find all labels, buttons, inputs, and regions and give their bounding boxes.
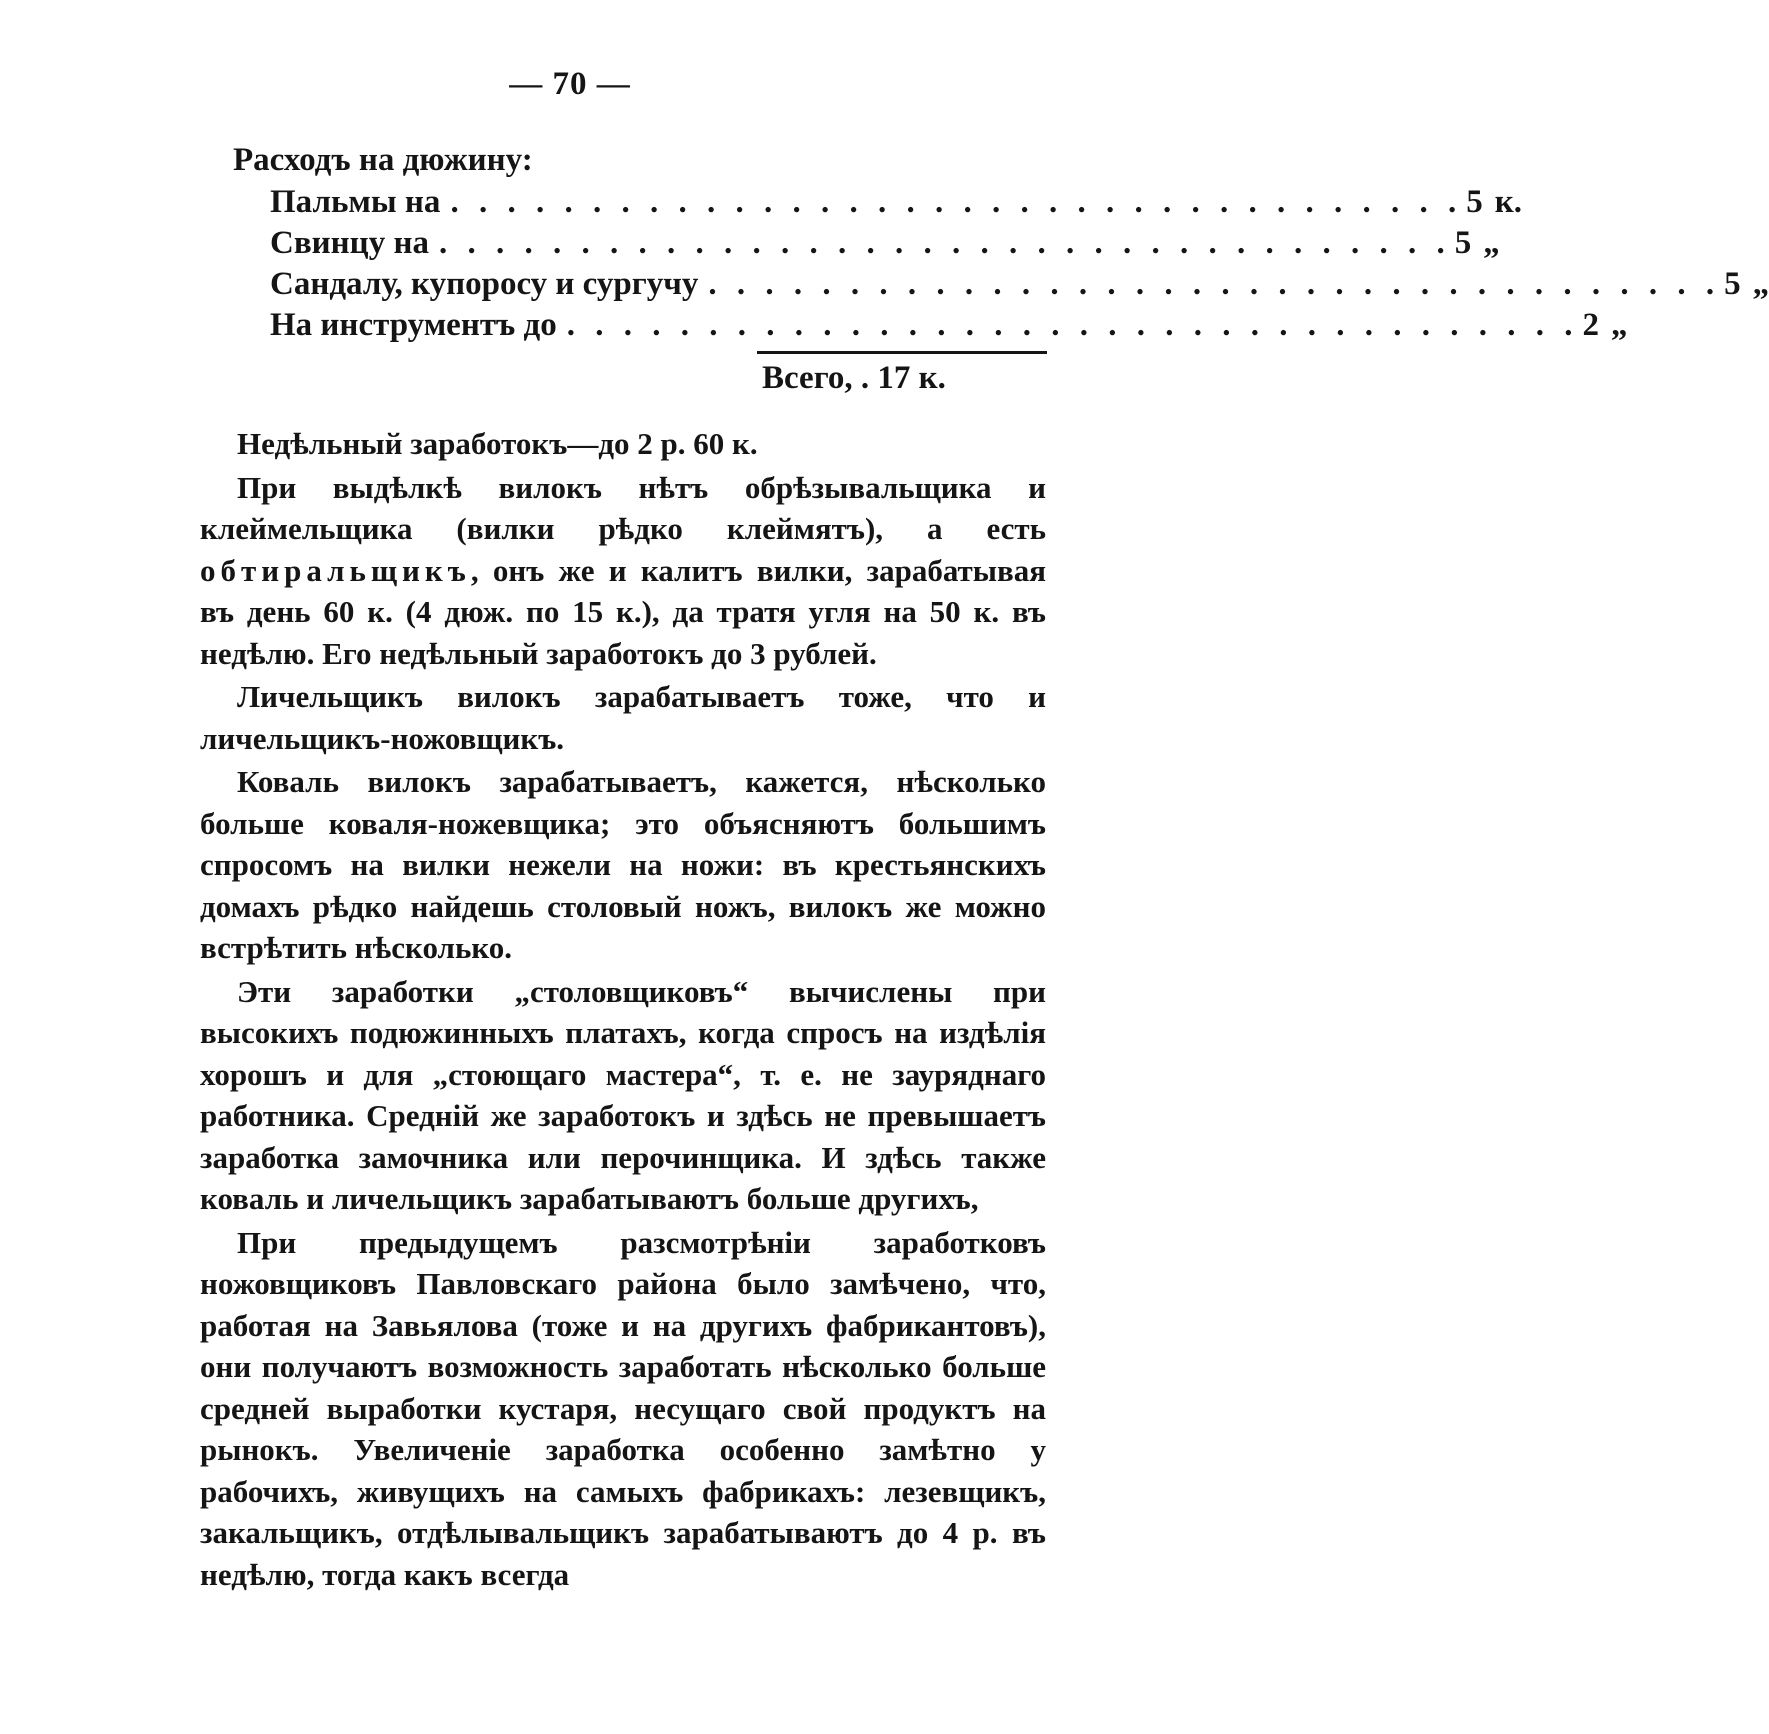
expense-item-name: На инструментъ до bbox=[270, 307, 557, 343]
paragraph-earnings-note: Эти заработки „столовщиковъ“ вычислены при высокихъ подюжинныхъ платахъ, когда спросъ на издѣлія хорошъ и для „стоющаго мастера“, т. е. не зауряднаго работника. Средній же заработокъ и здѣсь не превышаетъ заработка замочника или перочинщика. И здѣсь также коваль и личельщикъ зарабатываютъ больше другихъ, bbox=[200, 973, 1046, 1216]
expense-total: Всего, . 17 к. bbox=[762, 360, 946, 396]
dot-leader: . . . . . . . . . . . . . . . . . . . . . . . . . . . . . . . . . . . . bbox=[438, 225, 1451, 261]
paragraph-text: , онъ же и калитъ вилки, зарабатывая въ день 60 к. (4 дюж. по 15 к.), да тратя угля на 50 к. въ недѣлю. Его недѣльный заработокъ до 3 рублей. bbox=[200, 552, 1046, 671]
expense-title: Расходъ на дюжину: bbox=[233, 142, 533, 178]
expense-item-name: Свинцу на bbox=[270, 225, 429, 261]
dot-leader: . . . . . . . . . . . . . . . . . . . . . . . . . . . . . . . . . . . . bbox=[708, 266, 1721, 302]
expense-item-name: Сандалу, купоросу и сургучу bbox=[270, 266, 699, 302]
expense-item-name: Пальмы на bbox=[270, 184, 441, 220]
paragraph-filer: Личельщикъ вилокъ зарабатываетъ тоже, что и личельщикъ-ножовщикъ. bbox=[200, 679, 1046, 756]
paragraph-smith: Коваль вилокъ зарабатываетъ, кажется, нѣсколько больше коваля-ножевщика; это объясняютъ большимъ спросомъ на вилки нежели на ножи: въ крестьянскихъ домахъ рѣдко найдешь столовый ножъ, вилокъ же можно встрѣтить нѣсколько. bbox=[200, 764, 1046, 965]
paragraph-text: При выдѣлкѣ вилокъ нѣтъ обрѣзывальщика и клеймельщика (вилки рѣдко клеймятъ), а есть bbox=[200, 469, 1046, 546]
expense-row bbox=[270, 223, 1500, 264]
expense-item-unit: „ bbox=[1752, 266, 1769, 302]
expense-item-unit: „ bbox=[1610, 307, 1628, 343]
expense-item-amount: 5 bbox=[1466, 184, 1483, 220]
paragraph-pavlovo: При предыдущемъ разсмотрѣніи заработковъ ножовщиковъ Павловскаго района было замѣчено, что, работая на Завьялова (тоже и на другихъ фабрикантовъ), они получаютъ возможность заработать нѣсколько больше средней выработки кустаря, несущаго свой продуктъ на рынокъ. Увеличеніе заработка особенно замѣтно у рабочихъ, живущихъ на самыхъ фабрикахъ: лезевщикъ, закальщикъ, отдѣлывальщикъ зарабатываютъ до 4 р. въ недѣлю, тогда какъ всегда bbox=[200, 1224, 1046, 1592]
expense-item-amount: 2 bbox=[1582, 307, 1599, 343]
body-text bbox=[200, 423, 1046, 1597]
emphasized-word: обтиральщикъ bbox=[200, 552, 471, 588]
total-rule bbox=[757, 351, 1047, 354]
expense-list bbox=[270, 182, 1769, 346]
expense-item-amount: 5 bbox=[1724, 266, 1741, 302]
expense-row bbox=[270, 264, 1769, 305]
expense-item-unit: к. bbox=[1494, 184, 1522, 220]
paragraph-fork-making bbox=[200, 467, 1046, 675]
dot-leader: . . . . . . . . . . . . . . . . . . . . . . . . . . . . . . . . . . . . bbox=[450, 184, 1463, 220]
paragraph-weekly-earnings: Недѣльный заработокъ—до 2 р. 60 к. bbox=[237, 426, 758, 461]
page-number: — 70 — bbox=[509, 66, 631, 102]
expense-row bbox=[270, 305, 1628, 346]
dot-leader: . . . . . . . . . . . . . . . . . . . . . . . . . . . . . . . . . . . . bbox=[566, 307, 1579, 343]
expense-row bbox=[270, 182, 1522, 223]
expense-item-amount: 5 bbox=[1454, 225, 1472, 261]
expense-item-unit: „ bbox=[1483, 225, 1500, 261]
